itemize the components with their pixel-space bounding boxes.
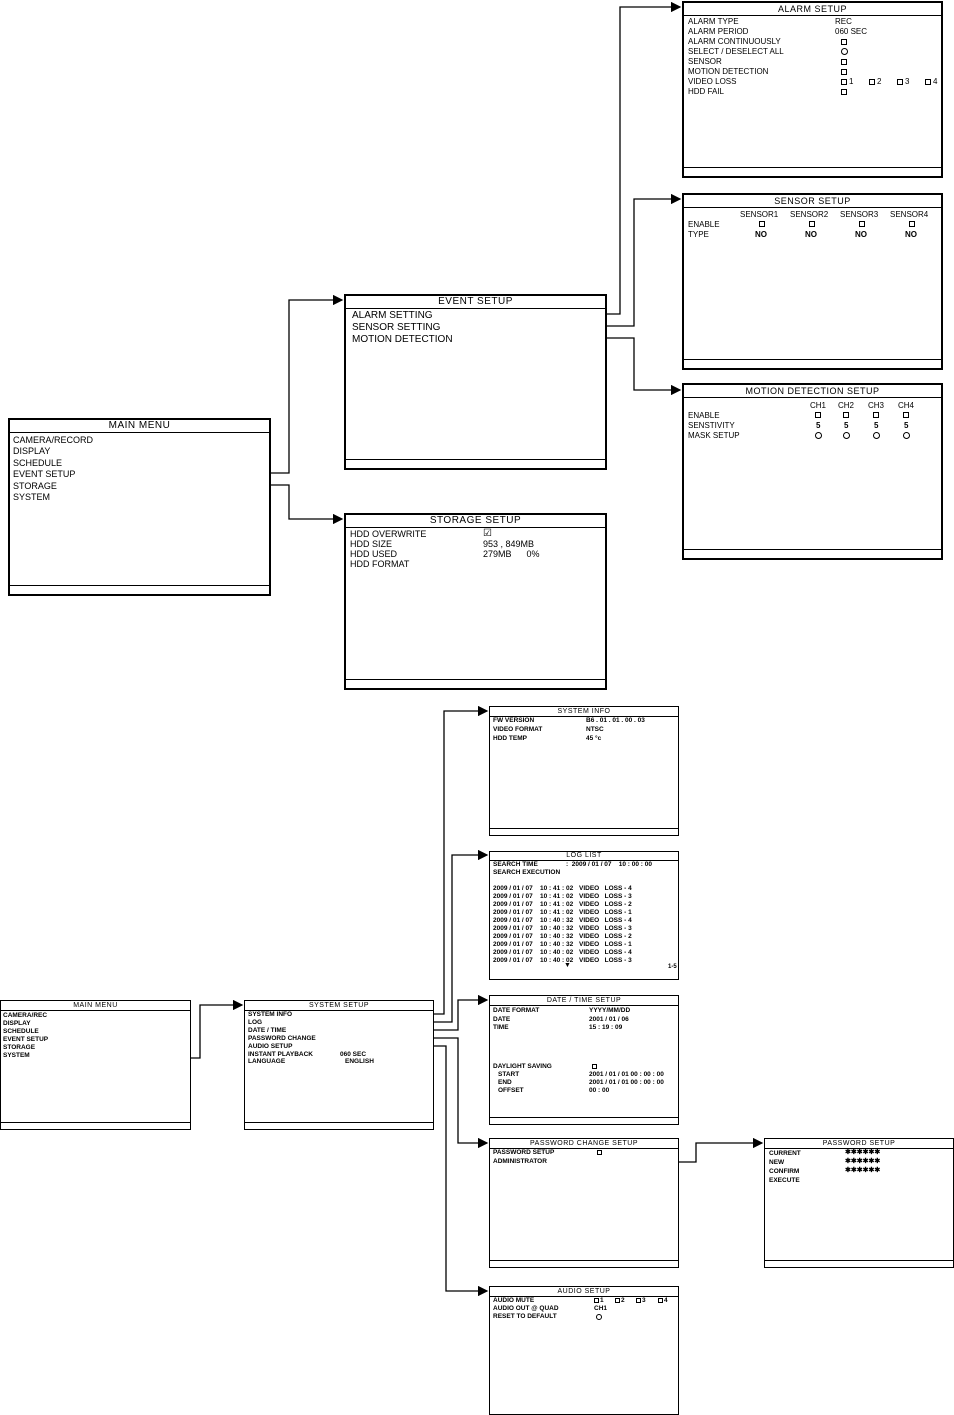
menu-item-password-change[interactable]: PASSWORD CHANGE bbox=[248, 1035, 316, 1042]
menu-item-storage[interactable]: STORAGE bbox=[3, 1044, 36, 1051]
panel-title: PASSWORD CHANGE SETUP bbox=[490, 1139, 678, 1149]
menu-item-event-setup[interactable]: EVENT SETUP bbox=[13, 469, 76, 479]
audio-mute-ch1-checkbox[interactable] bbox=[594, 1298, 599, 1303]
log-entry-event: VIDEO LOSS - 2 bbox=[579, 933, 632, 940]
date-format-value[interactable]: YYYY/MM/DD bbox=[589, 1007, 631, 1014]
system-info-panel bbox=[489, 706, 679, 836]
sensor3-type-value[interactable]: NO bbox=[855, 230, 867, 239]
log-entry-time: 2009 / 01 / 07 10 : 40 : 02 bbox=[493, 949, 574, 956]
hdd-size-label: HDD SIZE bbox=[350, 539, 393, 549]
ch3-mask-setup-radio[interactable] bbox=[873, 432, 880, 439]
line-alarm bbox=[438, 7, 680, 314]
execute-button[interactable]: EXECUTE bbox=[769, 1177, 800, 1184]
log-entry-time: 2009 / 01 / 07 10 : 40 : 02 bbox=[493, 957, 574, 962]
password-setup-label: PASSWORD SETUP bbox=[493, 1149, 555, 1156]
log-entry-event: VIDEO LOSS - 3 bbox=[579, 893, 632, 900]
ch1-enable-checkbox[interactable] bbox=[815, 412, 821, 418]
ch2-mask-setup-radio[interactable] bbox=[843, 432, 850, 439]
scroll-down-icon[interactable]: ▼ bbox=[564, 962, 571, 969]
system-setup-panel bbox=[244, 1000, 434, 1130]
dst-offset-value[interactable]: 00 : 00 bbox=[589, 1087, 610, 1094]
video-loss-ch1-label: 1 bbox=[849, 77, 854, 86]
ch1-sensitivity-value[interactable]: 5 bbox=[816, 421, 821, 430]
hdd-temp-label: HDD TEMP bbox=[493, 735, 527, 742]
mask-setup-label: MASK SETUP bbox=[688, 431, 740, 440]
panel-title: MOTION DETECTION SETUP bbox=[684, 385, 941, 398]
sensor3-enable-checkbox[interactable] bbox=[859, 221, 865, 227]
panel-title: MAIN MENU bbox=[1, 1001, 190, 1011]
hdd-overwrite-label: HDD OVERWRITE bbox=[350, 529, 427, 539]
panel-title: SYSTEM INFO bbox=[490, 707, 678, 717]
log-entry-event: VIDEO LOSS - 4 bbox=[579, 885, 632, 892]
log-entry-time: 2009 / 01 / 07 10 : 40 : 32 bbox=[493, 917, 574, 924]
ch1-mask-setup-radio[interactable] bbox=[815, 432, 822, 439]
menu-item-display[interactable]: DISPLAY bbox=[3, 1020, 31, 1027]
ch3-enable-checkbox[interactable] bbox=[873, 412, 879, 418]
audio-out-quad-value[interactable]: CH1 bbox=[594, 1305, 608, 1312]
log-entry-event: VIDEO LOSS - 3 bbox=[579, 925, 632, 932]
ch2-sensitivity-value[interactable]: 5 bbox=[844, 421, 849, 430]
video-loss-ch1-checkbox[interactable] bbox=[841, 79, 847, 85]
motion-detection-label: MOTION DETECTION bbox=[688, 67, 769, 76]
video-loss-ch2-label: 2 bbox=[877, 77, 882, 86]
menu-item-system-info[interactable]: SYSTEM INFO bbox=[248, 1011, 293, 1018]
log-entry-time: 2009 / 01 / 07 10 : 41 : 02 bbox=[493, 893, 574, 900]
audio-mute-ch2-label: 2 bbox=[621, 1297, 625, 1304]
sensitivity-label: SENSTIVITY bbox=[688, 421, 735, 430]
date-value[interactable]: 2001 / 01 / 06 bbox=[589, 1016, 629, 1023]
hdd-size-value: 953 , 849MB bbox=[483, 539, 535, 549]
sensor4-type-value[interactable]: NO bbox=[905, 230, 917, 239]
alarm-setup-panel bbox=[682, 1, 943, 178]
menu-item-motion-detection[interactable]: MOTION DETECTION bbox=[352, 334, 453, 345]
sensor1-enable-checkbox[interactable] bbox=[759, 221, 765, 227]
enable-label: ENABLE bbox=[688, 220, 720, 229]
log-entry-time: 2009 / 01 / 07 10 : 41 : 02 bbox=[493, 909, 574, 916]
password-setup-checkbox[interactable] bbox=[597, 1150, 602, 1155]
dst-end-value[interactable]: 2001 / 01 / 01 00 : 00 : 00 bbox=[589, 1079, 664, 1086]
video-loss-ch4-checkbox[interactable] bbox=[925, 79, 931, 85]
menu-item-event-setup[interactable]: EVENT SETUP bbox=[3, 1036, 49, 1043]
audio-mute-ch3-checkbox[interactable] bbox=[636, 1298, 641, 1303]
menu-item-alarm-setting[interactable]: ALARM SETTING bbox=[352, 310, 433, 321]
dst-offset-label: OFFSET bbox=[498, 1087, 524, 1094]
time-label: TIME bbox=[493, 1024, 509, 1031]
sensor2-type-value[interactable]: NO bbox=[805, 230, 817, 239]
dst-start-label: START bbox=[498, 1071, 520, 1078]
menu-item-camera-record[interactable]: CAMERA/RECORD bbox=[13, 435, 94, 445]
log-entry-time: 2009 / 01 / 07 10 : 40 : 32 bbox=[493, 941, 574, 948]
daylight-saving-checkbox[interactable] bbox=[592, 1064, 597, 1069]
audio-mute-ch4-checkbox[interactable] bbox=[658, 1298, 663, 1303]
log-entry-time: 2009 / 01 / 07 10 : 40 : 32 bbox=[493, 933, 574, 940]
log-entry-time: 2009 / 01 / 07 10 : 41 : 02 bbox=[493, 885, 574, 892]
panel-title: SYSTEM SETUP bbox=[245, 1001, 433, 1011]
log-entry-event: VIDEO LOSS - 4 bbox=[579, 917, 632, 924]
sensor1-type-value[interactable]: NO bbox=[755, 230, 767, 239]
video-loss-ch3-checkbox[interactable] bbox=[897, 79, 903, 85]
ch4-enable-checkbox[interactable] bbox=[903, 412, 909, 418]
menu-item-schedule[interactable]: SCHEDULE bbox=[13, 458, 63, 468]
main-menu-panel bbox=[8, 418, 271, 596]
alarm-period-label: ALARM PERIOD bbox=[688, 27, 749, 36]
current-password-label: CURRENT bbox=[769, 1150, 801, 1157]
event-setup-panel bbox=[344, 294, 607, 470]
video-loss-ch4-label: 4 bbox=[933, 77, 938, 86]
menu-item-camera-rec[interactable]: CAMERA/REC bbox=[3, 1012, 48, 1019]
log-entry-event: VIDEO LOSS - 2 bbox=[579, 901, 632, 908]
panel-title: PASSWORD SETUP bbox=[765, 1139, 953, 1149]
alarm-continuously-checkbox[interactable] bbox=[841, 39, 847, 45]
log-entry-event: VIDEO LOSS - 3 bbox=[579, 957, 632, 962]
hdd-used-label: HDD USED bbox=[350, 549, 398, 559]
sensor4-column-header: SENSOR4 bbox=[890, 210, 929, 219]
sensor2-enable-checkbox[interactable] bbox=[809, 221, 815, 227]
reset-to-default-label: RESET TO DEFAULT bbox=[493, 1313, 557, 1320]
sensor3-column-header: SENSOR3 bbox=[840, 210, 879, 219]
audio-out-quad-label: AUDIO OUT @ QUAD bbox=[493, 1305, 559, 1312]
alarm-continuously-label: ALARM CONTINUOUSLY bbox=[688, 37, 781, 46]
menu-item-audio-setup[interactable]: AUDIO SETUP bbox=[248, 1043, 293, 1050]
ch2-enable-checkbox[interactable] bbox=[843, 412, 849, 418]
panel-title: MAIN MENU bbox=[10, 420, 269, 433]
instant-playback-value[interactable]: 060 SEC bbox=[340, 1051, 367, 1058]
sensor4-enable-checkbox[interactable] bbox=[909, 221, 915, 227]
alarm-type-label: ALARM TYPE bbox=[688, 17, 739, 26]
sensor-setup-panel bbox=[682, 193, 943, 370]
video-format-label: VIDEO FORMAT bbox=[493, 726, 543, 733]
instant-playback-label: INSTANT PLAYBACK bbox=[248, 1051, 314, 1058]
menu-item-schedule[interactable]: SCHEDULE bbox=[3, 1028, 39, 1035]
video-loss-ch2-checkbox[interactable] bbox=[869, 79, 875, 85]
panel-title: STORAGE SETUP bbox=[346, 515, 605, 528]
video-loss-ch3-label: 3 bbox=[905, 77, 910, 86]
select-deselect-all-label: SELECT / DESELECT ALL bbox=[688, 47, 784, 56]
panel-title: ALARM SETUP bbox=[684, 3, 941, 16]
log-list-panel bbox=[489, 851, 679, 980]
alarm-period-value[interactable]: 060 SEC bbox=[835, 27, 868, 36]
log-entry-time: 2009 / 01 / 07 10 : 40 : 32 bbox=[493, 925, 574, 932]
language-value[interactable]: ENGLISH bbox=[345, 1058, 374, 1065]
alarm-type-value[interactable]: REC bbox=[835, 17, 852, 26]
menu-item-system[interactable]: SYSTEM bbox=[13, 492, 51, 502]
menu-item-storage[interactable]: STORAGE bbox=[13, 481, 57, 491]
ch4-mask-setup-radio[interactable] bbox=[903, 432, 910, 439]
hdd-format-label[interactable]: HDD FORMAT bbox=[350, 559, 410, 569]
hdd-overwrite-checkbox[interactable]: ☑ bbox=[483, 528, 492, 539]
new-password-field[interactable]: ✱✱✱✱✱✱ bbox=[845, 1158, 881, 1165]
hdd-fail-checkbox[interactable] bbox=[841, 89, 847, 95]
panel-title: LOG LIST bbox=[490, 852, 678, 861]
audio-mute-ch4-label: 4 bbox=[664, 1297, 668, 1304]
dst-start-value[interactable]: 2001 / 01 / 01 00 : 00 : 00 bbox=[589, 1071, 664, 1078]
menu-item-display[interactable]: DISPLAY bbox=[13, 446, 51, 456]
date-label: DATE bbox=[493, 1016, 511, 1023]
hdd-temp-value: 45 °c bbox=[586, 735, 602, 742]
sensor-checkbox[interactable] bbox=[841, 59, 847, 65]
log-entry-event: VIDEO LOSS - 1 bbox=[579, 941, 632, 948]
daylight-saving-label: DAYLIGHT SAVING bbox=[493, 1063, 552, 1070]
hdd-fail-label: HDD FAIL bbox=[688, 87, 725, 96]
video-loss-label: VIDEO LOSS bbox=[688, 77, 737, 86]
audio-mute-label: AUDIO MUTE bbox=[493, 1297, 535, 1304]
enable-label: ENABLE bbox=[688, 411, 720, 420]
confirm-password-field[interactable]: ✱✱✱✱✱✱ bbox=[845, 1167, 881, 1174]
fw-version-label: FW VERSION bbox=[493, 717, 535, 724]
fw-version-value: B6 . 01 . 01 . 00 . 03 bbox=[586, 717, 645, 724]
audio-mute-ch1-label: 1 bbox=[600, 1297, 604, 1304]
audio-setup-panel bbox=[489, 1286, 679, 1415]
date-time-setup-panel bbox=[489, 995, 679, 1125]
log-entry-event: VIDEO LOSS - 4 bbox=[579, 949, 632, 956]
date-format-label: DATE FORMAT bbox=[493, 1007, 540, 1014]
line-system-info bbox=[296, 711, 487, 1014]
log-entry-event: VIDEO LOSS - 1 bbox=[579, 909, 632, 916]
menu-item-date-time[interactable]: DATE / TIME bbox=[248, 1027, 287, 1034]
menu-item-sensor-setting[interactable]: SENSOR SETTING bbox=[352, 322, 441, 333]
ch4-column-header: CH4 bbox=[898, 401, 915, 410]
reset-to-default-radio[interactable] bbox=[596, 1314, 602, 1320]
ch2-column-header: CH2 bbox=[838, 401, 855, 410]
ch1-column-header: CH1 bbox=[810, 401, 827, 410]
panel-title: SENSOR SETUP bbox=[684, 195, 941, 208]
ch3-sensitivity-value[interactable]: 5 bbox=[874, 421, 879, 430]
panel-title: DATE / TIME SETUP bbox=[490, 996, 678, 1006]
administrator-item[interactable]: ADMINISTRATOR bbox=[493, 1158, 547, 1165]
audio-mute-ch2-checkbox[interactable] bbox=[615, 1298, 620, 1303]
ch4-sensitivity-value[interactable]: 5 bbox=[904, 421, 909, 430]
line-log bbox=[264, 855, 487, 1022]
confirm-password-label: CONFIRM bbox=[769, 1168, 800, 1175]
hdd-used-value: 279MB 0% bbox=[483, 549, 540, 559]
panel-title: EVENT SETUP bbox=[346, 296, 605, 309]
search-execution-button[interactable]: SEARCH EXECUTION bbox=[493, 869, 561, 876]
sensor-label: SENSOR bbox=[688, 57, 722, 66]
password-change-setup-panel bbox=[489, 1138, 679, 1268]
storage-setup-panel bbox=[344, 513, 607, 690]
current-password-field[interactable]: ✱✱✱✱✱✱ bbox=[845, 1149, 881, 1156]
log-page-indicator: 1-5 bbox=[668, 964, 677, 970]
select-deselect-all-radio[interactable] bbox=[841, 48, 848, 55]
log-entry-time: 2009 / 01 / 07 10 : 41 : 02 bbox=[493, 901, 574, 908]
type-label: TYPE bbox=[688, 230, 709, 239]
search-time-label: SEARCH TIME bbox=[493, 861, 538, 868]
sensor2-column-header: SENSOR2 bbox=[790, 210, 829, 219]
menu-item-log[interactable]: LOG bbox=[248, 1019, 263, 1026]
audio-mute-ch3-label: 3 bbox=[642, 1297, 646, 1304]
new-password-label: NEW bbox=[769, 1159, 785, 1166]
sensor1-column-header: SENSOR1 bbox=[740, 210, 779, 219]
password-setup-panel bbox=[764, 1138, 954, 1268]
search-time-value[interactable]: : 2009 / 01 / 07 10 : 00 : 00 bbox=[566, 861, 652, 868]
menu-item-system[interactable]: SYSTEM bbox=[3, 1052, 30, 1059]
time-value[interactable]: 15 : 19 : 09 bbox=[589, 1024, 623, 1031]
video-format-value: NTSC bbox=[586, 726, 604, 733]
dst-end-label: END bbox=[498, 1079, 512, 1086]
motion-detection-setup-panel bbox=[682, 383, 943, 560]
main-menu-panel-system bbox=[0, 1000, 191, 1130]
ch3-column-header: CH3 bbox=[868, 401, 885, 410]
motion-detection-checkbox[interactable] bbox=[841, 69, 847, 75]
language-label: LANGUAGE bbox=[248, 1058, 286, 1065]
panel-title: AUDIO SETUP bbox=[490, 1287, 678, 1297]
